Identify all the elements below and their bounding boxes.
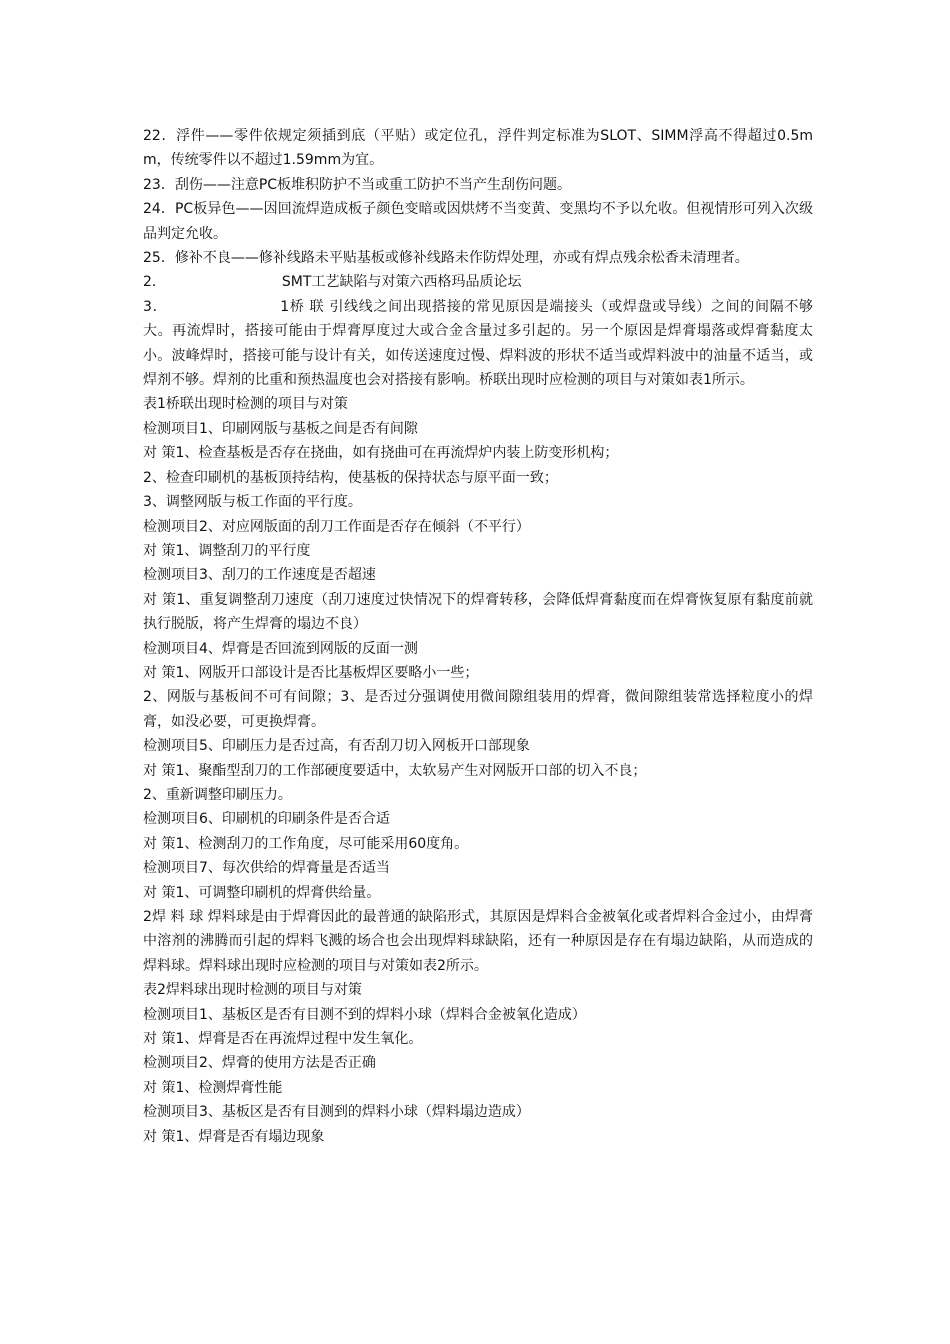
check-item-1: 检测项目1、印刷网版与基板之间是否有间隙: [143, 420, 418, 437]
paragraph-25: 25．修补不良——修补线路未平贴基板或修补线路未作防焊处理，亦或有焊点残余松香未清理者。: [143, 250, 749, 267]
countermeasure-line: 对 策1、检测焊膏性能: [143, 1079, 283, 1096]
check-item-1: 检测项目1、基板区是否有目测不到的焊料小球（焊料合金被氧化造成）: [143, 1006, 586, 1023]
document-page: [143, 124, 813, 1149]
check-item-6: 检测项目6、印刷机的印刷条件是否合适: [143, 811, 390, 828]
check-item-3: 检测项目3、基板区是否有目测到的焊料小球（焊料塌边造成）: [143, 1104, 530, 1121]
table-2-caption: 表2焊料球出现时检测的项目与对策: [143, 982, 362, 999]
countermeasure-line: 对 策1、检测刮刀的工作角度，尽可能采用60度角。: [143, 835, 469, 852]
paragraph-23: 23．刮伤——注意PC板堆积防护不当或重工防护不当产生刮伤问题。: [143, 176, 572, 193]
countermeasure-line: 对 策1、调整刮刀的平行度: [143, 542, 311, 559]
countermeasure-line: 对 策1、重复调整刮刀速度（刮刀速度过快情况下的焊膏转移，会降低焊膏黏度而在焊膏恢复原有黏度前就执行脱版，将产生焊膏的塌边不良）: [143, 591, 813, 633]
countermeasure-line: 对 策1、焊膏是否有塌边现象: [143, 1128, 325, 1145]
countermeasure-line: 2、重新调整印刷压力。: [143, 786, 292, 803]
countermeasure-line: 对 策1、检查基板是否存在挠曲，如有挠曲可在再流焊炉内装上防变形机构；: [143, 445, 619, 462]
countermeasure-line: 对 策1、聚酯型刮刀的工作部硬度要适中，太软易产生对网版开口部的切入不良；: [143, 762, 647, 779]
countermeasure-line: 对 策1、网版开口部设计是否比基板焊区要略小一些；: [143, 664, 479, 681]
check-item-5: 检测项目5、印刷压力是否过高，有否刮刀切入网板开口部现象: [143, 738, 530, 755]
section-2-title: SMT工艺缺陷与对策六西格玛品质论坛: [281, 274, 522, 291]
check-item-2: 检测项目2、焊膏的使用方法是否正确: [143, 1055, 376, 1072]
section-3-text: 1桥 联 引线线之间出现搭接的常见原因是端接头（或焊盘或导线）之间的间隔不够大。再流焊时，搭接可能由于焊膏厚度过大或合金含量过多引起的。另一个原因是焊膏塌落或焊膏黏度太小。波峰焊时，搭接可能与设计有关，如传送速度过慢、焊料波的形状不适当或焊料波中的油量不适当，或焊剂不够。焊剂的比重和预热温度也会对搭接有影响。桥联出现时应检测的项目与对策如表1所示。: [143, 298, 813, 389]
countermeasure-line: 2、网版与基板间不可有间隙；3、是否过分强调使用微间隙组装用的焊膏，微间隙组装常选择粒度小的焊膏，如没必要，可更换焊膏。: [143, 689, 813, 730]
section-3-paragraph: [143, 295, 813, 393]
paragraph-24: 24．PC板异色——因回流焊造成板子颜色变暗或因烘烤不当变黄、变黑均不予以允收。但视情形可列入次级品判定允收。: [143, 201, 813, 242]
table-1-caption: 表1桥联出现时检测的项目与对策: [143, 396, 348, 413]
check-item-2: 检测项目2、对应网版面的刮刀工作面是否存在倾斜（不平行）: [143, 518, 530, 535]
check-item-3: 检测项目3、刮刀的工作速度是否超速: [143, 567, 376, 584]
section-3-number: 3．: [143, 298, 168, 315]
check-item-4: 检测项目4、焊膏是否回流到网版的反面一测: [143, 640, 418, 657]
solder-ball-paragraph: 2焊 料 球 焊料球是由于焊膏因此的最普通的缺陷形式，其原因是焊料合金被氧化或者焊料合金过小，由焊膏中溶剂的沸腾而引起的焊料飞溅的场合也会出现焊料球缺陷，还有一种原因是存在有塌边缺陷，从而造成的焊料球。焊料球出现时应检测的项目与对策如表2所示。: [143, 909, 813, 974]
check-item-7: 检测项目7、每次供给的焊膏量是否适当: [143, 860, 390, 877]
countermeasure-line: 3、调整网版与板工作面的平行度。: [143, 494, 362, 511]
section-2-number: 2．: [143, 274, 166, 291]
section-2-heading: [143, 270, 813, 294]
countermeasure-line: 对 策1、可调整印刷机的焊膏供给量。: [143, 884, 381, 901]
countermeasure-line: 对 策1、焊膏是否在再流焊过程中发生氧化。: [143, 1031, 423, 1048]
countermeasure-line: 2、检查印刷机的基板顶持结构，使基板的保持状态与原平面一致；: [143, 469, 558, 486]
paragraph-22: 22．浮件——零件依规定须插到底（平贴）或定位孔，浮件判定标准为SLOT、SIMM浮高不得超过0.5mm，传统零件以不超过1.59mm为宜。: [143, 128, 813, 169]
